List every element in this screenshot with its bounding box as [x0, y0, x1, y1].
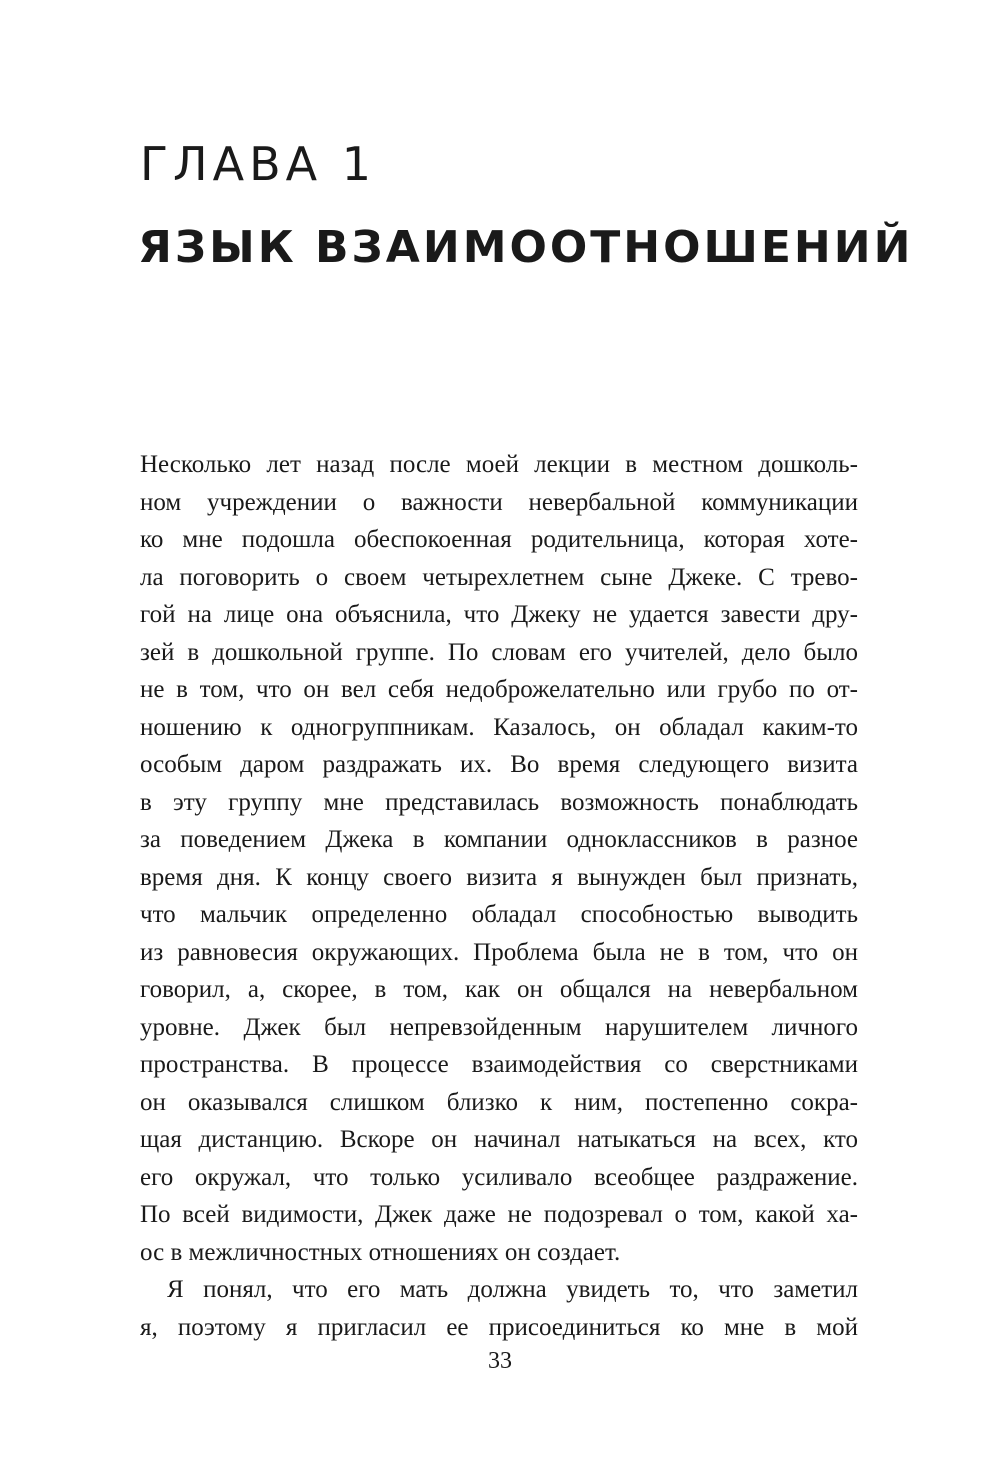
text-line: из равновесия окружающих. Проблема была не в том, что он — [140, 938, 858, 966]
text-line: По всей видимости, Джек даже не подозревал о том, какой ха- — [140, 1201, 858, 1228]
text-line: за поведением Джека в компании одноклассников в разное — [140, 826, 858, 853]
text-line: Несколько лет назад после моей лекции в местном дошколь- — [140, 451, 858, 478]
text-line: он оказывался слишком близко к ним, постепенно сокра- — [140, 1088, 858, 1116]
text-line: ла поговорить о своем четырехлетнем сыне Джеке. С трево- — [140, 563, 858, 591]
text-line: ко мне подошла обеспокоенная родительница, которая хоте- — [140, 526, 858, 553]
text-line: я, поэтому я пригласил ее присоединиться ко мне в мой — [140, 1313, 858, 1341]
text-line: особым даром раздражать их. Во время следующего визита — [140, 751, 858, 778]
text-line: в эту группу мне представилась возможность понаблюдать — [140, 788, 858, 816]
chapter-label: ГЛАВА 1 — [140, 137, 377, 191]
text-line: что мальчик определенно обладал способностью выводить — [140, 901, 858, 928]
text-line: уровне. Джек был непревзойденным нарушителем личного — [140, 1013, 858, 1041]
text-line: пространства. В процессе взаимодействия со сверстниками — [140, 1051, 858, 1078]
text-line: ном учреждении о важности невербальной коммуникации — [140, 488, 858, 516]
text-line: гой на лице она объяснила, что Джеку не удается завести дру- — [140, 601, 858, 628]
text-line: не в том, что он вел себя недоброжелательно или грубо по от- — [140, 676, 858, 703]
text-line: зей в дошкольной группе. По словам его учителей, дело было — [140, 638, 858, 666]
page-number: 33 — [488, 1348, 512, 1374]
text-line: ношению к одногруппникам. Казалось, он обладал каким-то — [140, 713, 858, 741]
chapter-title: ЯЗЫК ВЗАИМООТНОШЕНИЙ — [138, 222, 914, 273]
text-line: Я понял, что его мать должна увидеть то, что заметил — [167, 1276, 858, 1303]
text-line: время дня. К концу своего визита я вынужден был признать, — [140, 863, 858, 891]
body-text — [140, 446, 858, 1346]
text-line: говорил, а, скорее, в том, как он общался на невербальном — [140, 976, 858, 1003]
text-line: его окружал, что только усиливало всеобщее раздражение. — [140, 1163, 858, 1191]
text-line: щая дистанцию. Вскоре он начинал натыкаться на всех, кто — [140, 1126, 858, 1153]
text-line: ос в межличностных отношениях он создает. — [140, 1238, 621, 1266]
